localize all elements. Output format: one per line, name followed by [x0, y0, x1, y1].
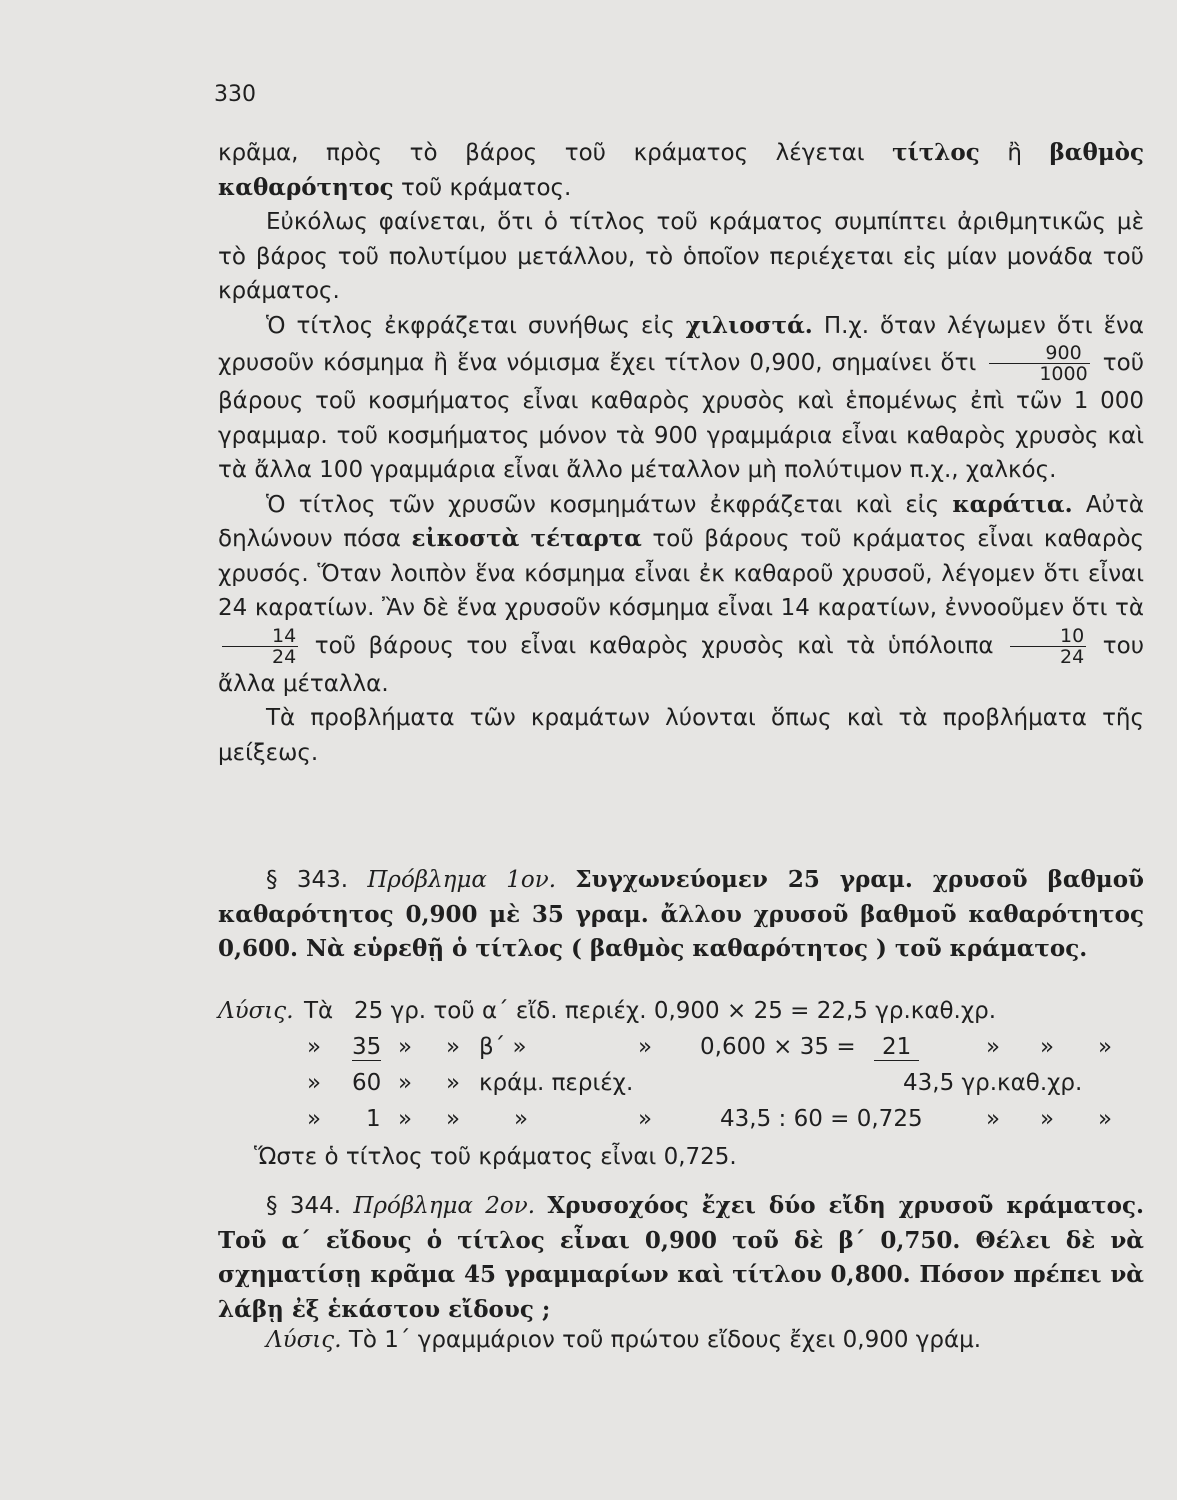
paragraph-carats: Ὁ τίτλος τῶν χρυσῶν κοσμημάτων ἐκφράζεται καὶ εἰς καράτια. Αὐτὰ δηλώνουν πόσα εἰκοστὰ τέταρτα τοῦ βάρους τοῦ κράματος εἶναι καθαρὸς χρυσός. Ὅταν λοιπὸν ἕνα κόσμημα εἶναι ἐκ καθαροῦ χρυσοῦ, λέγομεν ὅτι εἶναι 24 καρατίων. Ἂν δὲ ἕνα χρυσοῦν κόσμημα εἶναι 14 καρατίων, ἐννοοῦμεν ὅτι τὰ $\frac{14}{24}$ τοῦ βάρους του εἶναι καθαρὸς χρυσὸς καὶ τὰ ὑπόλοιπα $\frac{10}{24}$ του ἄλλα μέταλλα.	[218, 490, 1145, 697]
fraction-14-24: $\frac{14}{24}$	[222, 626, 298, 667]
problem-statement-2: Χρυσοχόος ἔχει δύο εἴδη χρυσοῦ κράματος. Τοῦ α΄ εἴδους ὁ τίτλος εἶναι 0,900 τοῦ δὲ β΄ 0,750. Θέλει δὲ νὰ σχηματίσῃ κρᾶμα 45 γραμμαρίων καὶ τίτλου 0,800. Πόσον πρέπει νὰ λάβῃ ἐξ ἑκάστου εἴδους ;	[218, 1192, 1145, 1323]
page-number: 330	[214, 82, 256, 107]
solution-text-2: Τὸ 1΄ γραμμάριον τοῦ πρώτου εἴδους ἔχει 0,900 γράμ.	[348, 1327, 982, 1353]
solution-row-4: » 1 » » » » 43,5 : 60 = 0,725 » » »	[307, 1106, 1113, 1132]
problem-344	[218, 1189, 1144, 1327]
section-ref-344: § 344.	[266, 1193, 342, 1219]
paragraph-title-definition: κρᾶμα, πρὸς τὸ βάρος τοῦ κράματος λέγεται τίτλος ἢ βαθμὸς καθαρότητος τοῦ κράματος.	[218, 139, 1144, 201]
problem-343	[218, 863, 1144, 967]
paragraph-thousandths: Ὁ τίτλος ἐκφράζεται συνήθως εἰς χιλιοστά. Π.χ. ὅταν λέγωμεν ὅτι ἕνα χρυσοῦν κόσμημα ἢ ἕνα νόμισμα ἔχει τίτλον 0,900, σημαίνει ὅτι $\frac{900}{1000}$ τοῦ βάρους τοῦ κοσμήματος εἶναι καθαρὸς χρυσὸς καὶ ἑπομένως ἐπὶ τῶν 1 000 γραμμαρ. τοῦ κοσμήματος μόνον τὰ 900 γραμμάρια εἶναι καθαρὸς χρυσὸς καὶ τὰ ἄλλα 100 γραμμάρια εἶναι ἄλλο μέταλλον μὴ πολύτιμον π.χ., χαλκός.	[218, 311, 1145, 483]
solution-row-2: » 35 » » β΄ » » 0,600 × 35 = 21 » » »	[307, 1034, 1113, 1060]
paragraph-arithmetic: Εὐκόλως φαίνεται, ὅτι ὁ τίτλος τοῦ κράματος συμπίπτει ἀριθμητικῶς μὲ τὸ βάρος τοῦ πολυτίμου μετάλλου, τὸ ὁποῖον περιέχεται εἰς μίαν μονάδα τοῦ κράματος.	[218, 209, 1144, 304]
fraction-10-24: $\frac{10}{24}$	[1010, 626, 1086, 667]
section-ref-343: § 343.	[266, 867, 349, 893]
problem-statement-1: Συγχωνεύομεν 25 γραμ. χρυσοῦ βαθμοῦ καθαρότητος 0,900 μὲ 35 γραμ. ἄλλου χρυσοῦ βαθμοῦ καθαρότητος 0,600. Νὰ εὑρεθῇ ὁ τίτλος ( βαθμὸς καθαρότητος ) τοῦ κράματος.	[218, 866, 1144, 962]
text-block-1	[218, 136, 1144, 770]
solution-row-1: Λύσις. Τὰ 25 γρ. τοῦ α΄ εἴδ. περιέχ. 0,900 × 25 = 22,5 γρ.καθ.χρ.	[218, 998, 997, 1024]
solution-row-3: » 60 » » κράμ. περιέχ. 43,5 γρ.καθ.χρ.	[307, 1070, 1083, 1096]
problem-label-1: Πρόβλημα 1ον.	[367, 867, 557, 893]
solution-table	[218, 998, 1144, 1142]
fraction-900-1000: $\frac{900}{1000}$	[989, 343, 1089, 384]
conclusion: Ὥστε ὁ τίτλος τοῦ κράματος εἶναι 0,725.	[254, 1144, 737, 1170]
paragraph-problems: Τὰ προβλήματα τῶν κραμάτων λύονται ὅπως καὶ τὰ προβλήματα τῆς μείξεως.	[218, 705, 1144, 766]
problem-label-2: Πρόβλημα 2ον.	[353, 1193, 536, 1219]
solution-344	[218, 1323, 1144, 1358]
solution-label-2: Λύσις.	[266, 1327, 342, 1353]
